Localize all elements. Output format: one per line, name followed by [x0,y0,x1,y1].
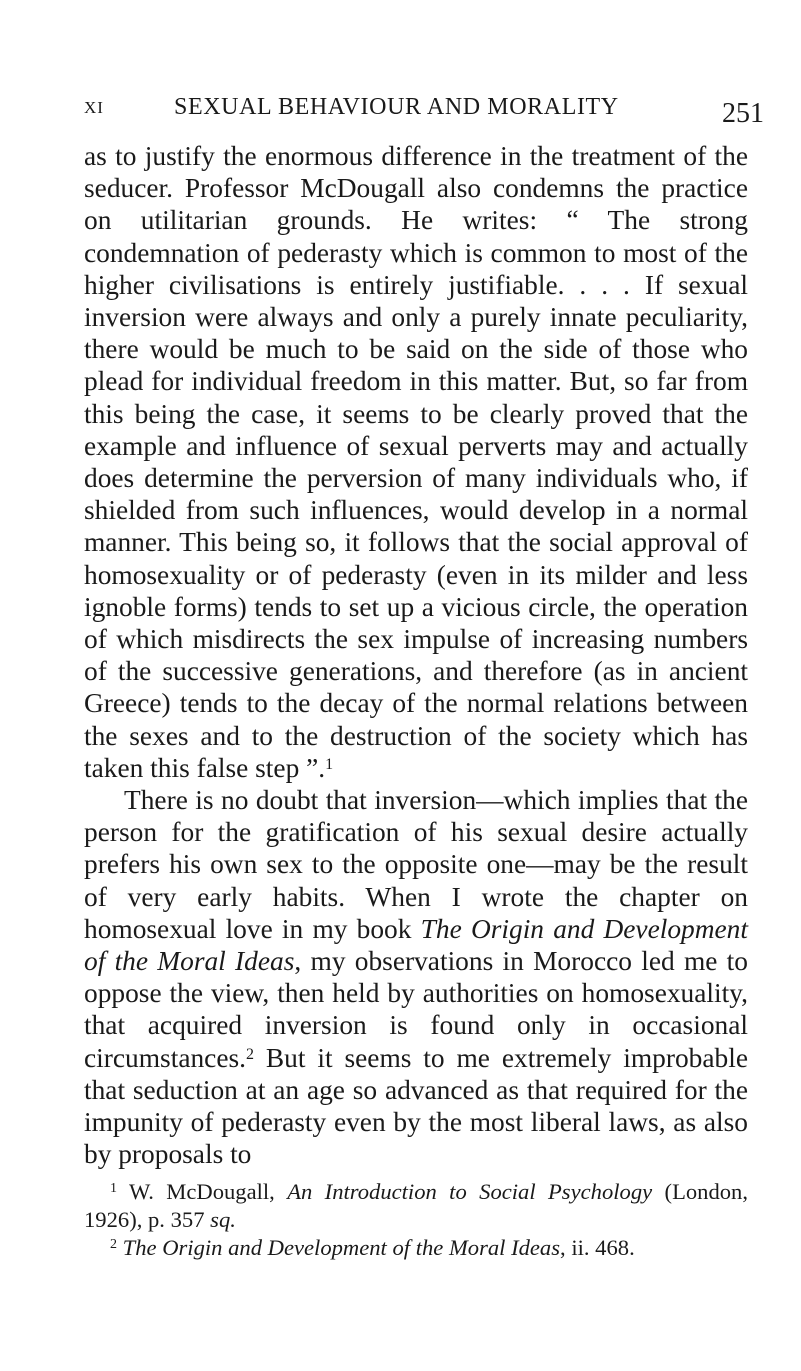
footnote-2-number: 2 [110,1237,117,1252]
footnote-ref-1: 1 [325,755,334,773]
footnote-2 [84,1234,748,1262]
paragraph-1-text: as to justify the enormous difference in the treatment of the seducer. Professor McDougall also condemns the practice on utilitarian grounds. He writes: “ The strong condemnation of pederasty which is common to most of the higher civilisations is entirely justifiable. . . . If sexual inversion were always and only a purely innate peculiarity, there would be much to be said on the side of those who plead for individual freedom in this matter. But, so far from this being the case, it seems to be clearly proved that the example and influence of sexual perverts may and actually does determine the perversion of many individuals who, if shielded from such influences, would develop in a normal manner. This being so, it follows that the social approval of homosexuality or of pederasty (even in its milder and less ignoble forms) tends to set up a vicious circle, the operation of which misdirects the sex impulse of increasing numbers of the successive generations, and therefore (as in ancient Greece) tends to the decay of the normal relations between the sexes and to the destruction of the society which has taken this false step ”. [84,141,748,783]
chapter-number: XI [84,98,104,117]
paragraph-2-text-c: But it seems to me extremely improbable that seduction at an age so advanced as that required for the impunity of pederasty even by the most liberal laws, as also by proposals to [84,1042,748,1170]
footnote-1-author: W. McDougall, [117,1179,288,1204]
footnote-1-number: 1 [110,1181,117,1196]
footnote-1-title: An Introduction to Social Psychology [287,1179,653,1204]
paragraph-2 [84,784,748,1170]
paragraph-2-text-b: , my observations in Morocco led me to oppose the view, then held by authorities on homosexuality, that acquired inversion is found only in occasional circumstances. [84,946,748,1073]
page-header [84,94,764,129]
footnote-1-sq: sq. [210,1207,236,1232]
footnote-1 [84,1178,748,1234]
footnotes [84,1178,748,1262]
running-title: SEXUAL BEHAVIOUR AND MORALITY [174,94,619,120]
footnote-ref-2: 2 [246,1045,254,1063]
footnote-2-citation: , ii. 468. [560,1235,635,1260]
paragraph-1 [84,140,748,784]
paragraph-2-text-a: There is no doubt that inversion—which implies that the person for the gratification of his sexual desire actually prefers his own sex to the opposite one—may be the result of very early habits. When I wrote the chapter on homosexual love in my book [84,785,748,944]
footnote-1-citation: (London, 1926), p. 357 [84,1179,748,1232]
body-text [84,140,748,1171]
page-number: 251 [722,98,764,129]
footnote-2-title: The Origin and Development of the Moral Ideas [122,1235,561,1260]
book-title-reference: The Origin and Development of the Moral Ideas [84,913,748,977]
